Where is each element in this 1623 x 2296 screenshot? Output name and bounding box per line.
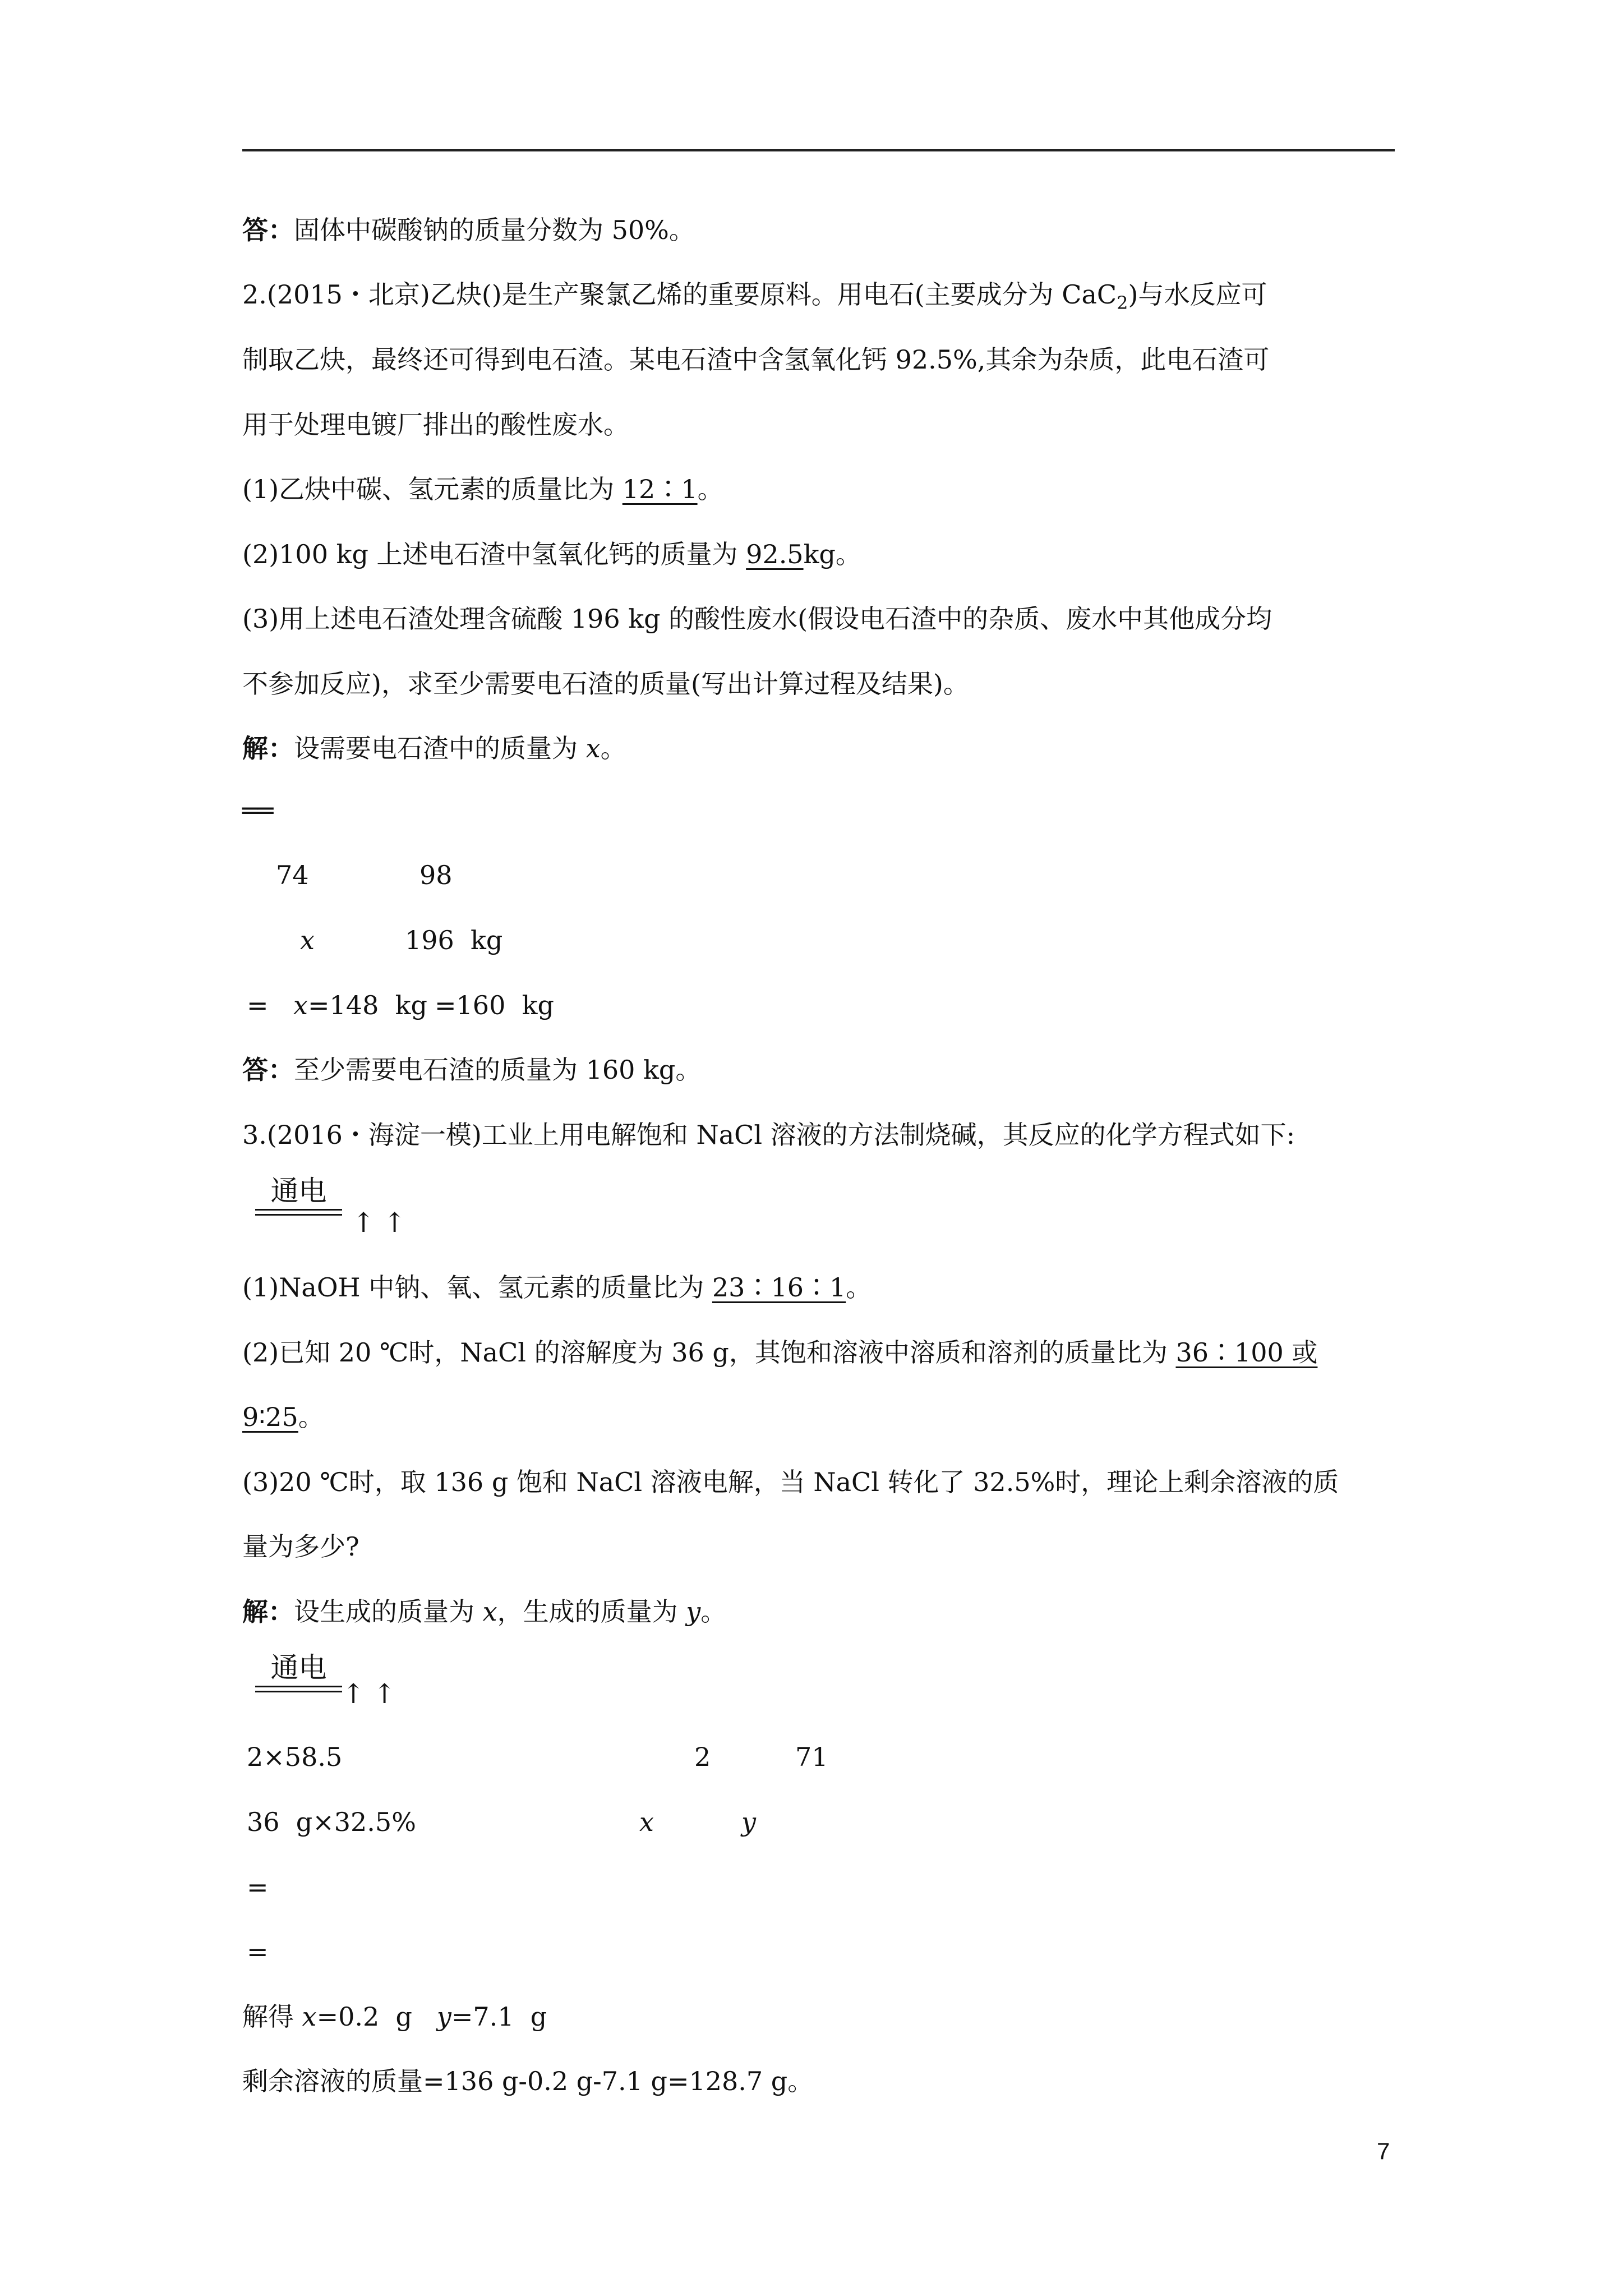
q2-solution: [242, 731, 626, 765]
q3-result-y: y: [436, 2001, 451, 2032]
q3-final: 剩余溶液的质量=136 g-0.2 g-7.1 g=128.7 g。: [242, 2066, 814, 2096]
q3-var-x: x: [639, 1807, 654, 1837]
q3-solution-text-b: ，生成的质量为: [497, 1596, 686, 1627]
q2-line-3: 用于处理电镀厂排出的酸性废水。: [242, 409, 629, 440]
q3-eq-1: =: [247, 1872, 269, 1902]
q3-p1-answer: 23∶16∶1: [712, 1272, 846, 1303]
q2-answer-text: 至少需要电石渣的质量为 160 kg。: [294, 1055, 702, 1085]
q3-gas-arrows-2: ↑ ↑: [342, 1678, 396, 1710]
q2-var-196: 196 kg: [405, 925, 503, 955]
q3-condition-2-text: 通电: [270, 1651, 327, 1684]
q3-p1-end: 。: [846, 1272, 872, 1303]
q2-result-total: =160 kg: [435, 990, 554, 1020]
q2-equation-sign: ══: [242, 795, 274, 826]
q3-solution-y: y: [686, 1596, 701, 1627]
q3-coef-3: 71: [795, 1742, 828, 1772]
q3-solution-label: 解：: [242, 1596, 294, 1627]
q3-result-prefix: 解得: [242, 2001, 302, 2032]
q3-result-y-value: =7.1 g: [451, 2001, 547, 2032]
answer-label: 答：: [242, 215, 294, 245]
q3-result-x-value: =0.2 g: [316, 2001, 437, 2032]
q2-part-3-line-2: 不参加反应)，求至少需要电石渣的质量(写出计算过程及结果)。: [242, 669, 969, 699]
q3-p2-end: 。: [298, 1402, 324, 1432]
q2-p1-end: 。: [697, 474, 723, 504]
answer-line-1: [242, 213, 695, 247]
q3-condition-1: [255, 1175, 342, 1216]
q2-solution-end: 。: [600, 733, 626, 763]
q3-condition-bar: [255, 1209, 342, 1211]
q3-part-3-line-1: (3)20 ℃时，取 136 g 饱和 NaCl 溶液电解，当 NaCl 转化了 32.5%时，理论上剩余溶液的质: [242, 1467, 1339, 1497]
q3-result: [242, 2000, 547, 2033]
q3-p1-text: (1)NaOH 中钠、氧、氢元素的质量比为: [242, 1272, 712, 1303]
q2-var-x: x: [300, 925, 315, 955]
q3-eq-2: =: [247, 1936, 269, 1967]
q2-p2-text: (2)100 kg 上述电石渣中氢氧化钙的质量为: [242, 539, 746, 569]
q2-p2-answer: 92.5: [746, 539, 804, 569]
q2-result-x-value: =148 kg: [308, 990, 427, 1020]
page-number: 7: [1377, 2138, 1390, 2164]
q2-line-2: 制取乙炔，最终还可得到电石渣。某电石渣中含氢氧化钙 92.5%,其余为杂质，此电石渣可: [242, 344, 1270, 375]
q2-result-x: x: [293, 990, 308, 1020]
answer-text: 固体中碳酸钠的质量分数为 50%。: [294, 215, 695, 245]
q2-text-1-tail: )与水反应可: [1128, 279, 1267, 310]
q3-solution: [242, 1595, 726, 1628]
q3-part-3-line-2: 量为多少?: [242, 1531, 359, 1562]
q3-condition-2: [255, 1652, 342, 1692]
q2-part-1: [242, 472, 723, 506]
q3-condition-text: 通电: [270, 1175, 327, 1207]
q3-p2-text: (2)已知 20 ℃时，NaCl 的溶解度为 36 g，其饱和溶液中溶质和溶剂的质量比为: [242, 1337, 1176, 1368]
q3-line-1: 3.(2016・海淀一模)工业上用电解饱和 NaCl 溶液的方法制烧碱，其反应的化学方程式如下:: [242, 1120, 1295, 1150]
q3-gas-arrows: ↑ ↑: [352, 1207, 406, 1239]
q2-solution-text: 设需要电石渣中的质量为: [294, 733, 586, 763]
q3-condition-2-bar: [255, 1686, 342, 1687]
q2-part-2: [242, 537, 861, 571]
q2-text-1: 2.(2015・北京)乙炔()是生产聚氯乙烯的重要原料。用电石(主要成分为 CaC: [242, 279, 1117, 310]
q3-coef-1: 2×58.5: [247, 1742, 343, 1772]
q3-condition-2-bar-2: [255, 1691, 342, 1692]
q2-solution-var: x: [585, 733, 601, 763]
q2-result-eq: =: [247, 990, 269, 1020]
q3-solution-end: 。: [700, 1596, 727, 1627]
q3-coef-2: 2: [694, 1742, 711, 1772]
q3-solution-text-a: 设生成的质量为: [294, 1596, 483, 1627]
q2-p2-end: kg。: [803, 539, 861, 569]
q3-var-y: y: [741, 1807, 756, 1837]
q2-part-3-line-1: (3)用上述电石渣处理含硫酸 196 kg 的酸性废水(假设电石渣中的杂质、废水中其他成分均: [242, 604, 1272, 634]
q3-part-1: [242, 1271, 872, 1304]
q2-p1-answer: 12∶1: [622, 474, 698, 504]
q3-given-mass: 36 g×32.5%: [247, 1807, 416, 1837]
q2-subscript: 2: [1117, 292, 1128, 314]
q3-part-2-line-2: [242, 1400, 324, 1434]
q2-line-1: [242, 278, 1267, 320]
q3-condition-bar-2: [255, 1214, 342, 1216]
header-rule: [242, 149, 1395, 151]
q3-solution-x: x: [482, 1596, 497, 1627]
q3-p2-answer-1: 36∶100 或: [1175, 1337, 1318, 1368]
q2-answer-label: 答：: [242, 1055, 294, 1085]
q2-mass-1: 74: [276, 860, 309, 890]
q3-p2-answer-2: 9∶25: [242, 1402, 298, 1432]
q2-solution-label: 解：: [242, 733, 294, 763]
q3-result-x: x: [302, 2001, 317, 2032]
q2-mass-2: 98: [419, 860, 453, 890]
q2-p1-text: (1)乙炔中碳、氢元素的质量比为: [242, 474, 623, 504]
q3-part-2-line-1: [242, 1336, 1317, 1369]
q2-answer: [242, 1053, 701, 1087]
